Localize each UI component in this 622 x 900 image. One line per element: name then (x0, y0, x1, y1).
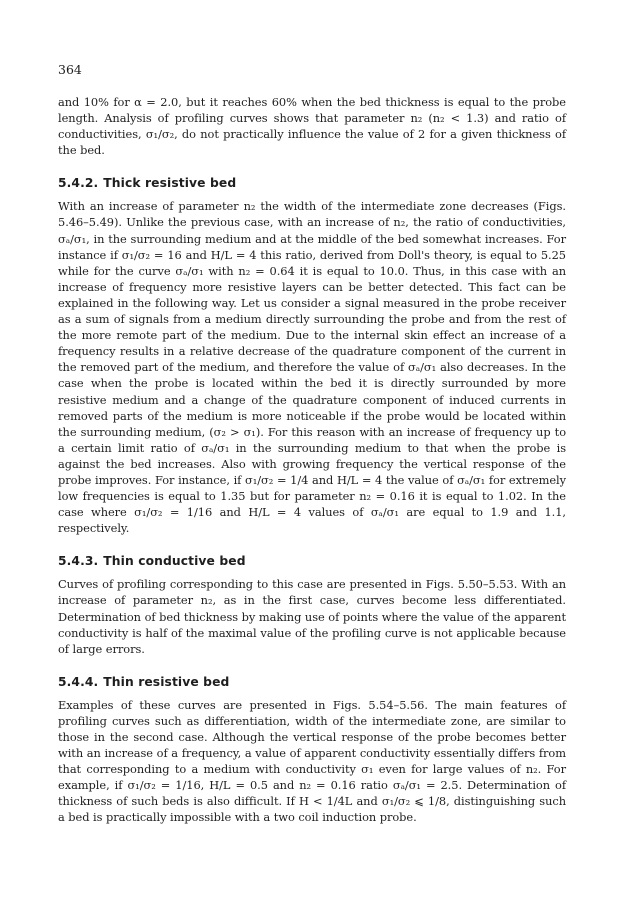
section-heading-5-4-4 (58, 675, 566, 689)
section-number: 5.4.3. (58, 554, 99, 569)
section-title: Thin conductive bed (103, 554, 246, 569)
section-paragraph-thin-resistive-bed: Examples of these curves are presented in Figs. 5.54–5.56. The main features of profiling curves such as differentiation, width of the intermediate zone, are similar to those in the second case. Although the vertical response of the probe becomes better with an increase of a frequency, a value of apparent conductivity essentially differs from that corresponding to a medium with conductivity σ₁ even for large values of n₂. For example, if σ₁/σ₂ = 1/16, H/L = 0.5 and n₂ = 0.16 ratio σₐ/σ₁ = 2.5. Determination of thickness of such beds is also difficult. If H < 1/4L and σ₁/σ₂ ⩽ 1/8, distinguishing such a bed is practically impossible with a two coil induction probe. (58, 697, 566, 825)
section-heading-5-4-3 (58, 554, 566, 568)
section-paragraph-thin-conductive-bed: Curves of profiling corresponding to this case are presented in Figs. 5.50–5.53. With an increase of parameter n₂, as in the first case, curves become less differentiated. Determination of bed thickness by making use of points where the value of the apparent conductivity is half of the maximal value of the profiling curve is not applicable because of large errors. (58, 577, 566, 656)
section-title: Thin resistive bed (103, 674, 230, 689)
intro-paragraph: and 10% for α = 2.0, but it reaches 60% when the bed thickness is equal to the probe length. Analysis of profiling curves shows that parameter n₂ (n₂ < 1.3) and ratio of conductivities, σ₁/σ₂, do not practically influence the value of 2 for a given thickness of the bed. (58, 95, 566, 158)
section-heading-5-4-2 (58, 176, 566, 190)
section-paragraph-thick-resistive-bed: With an increase of parameter n₂ the width of the intermediate zone decreases (Figs. 5.46–5.49). Unlike the previous case, with an increase of n₂, the ratio of conductivities, σₐ/σ₁, in the surrounding medium and at the middle of the bed somewhat increases. For instance if σ₁/σ₂ = 16 and H/L = 4 this ratio, derived from Doll's theory, is equal to 5.25 while for the curve σₐ/σ₁ with n₂ = 0.64 it is equal to 10.0. Thus, in this case with an increase of frequency more resistive layers can be better detected. This fact can be explained in the following way. Let us consider a signal measured in the probe receiver as a sum of signals from a medium directly surrounding the probe and from the rest of the more remote part of the medium. Due to the internal skin effect an increase of a frequency results in a relative decrease of the quadrature component of the current in the removed part of the medium, and therefore the value of σₐ/σ₁ also decreases. In the case when the probe is located within the bed it is directly surrounded by more resistive medium and a change of the quadrature component of induced currents in removed parts of the medium is more noticeable if the probe would be located within the surrounding medium, (σ₂ > σ₁). For this reason with an increase of frequency up to a certain limit ratio of σₐ/σ₁ in the surrounding medium to that when the probe is against the bed increases. Also with growing frequency the vertical response of the probe improves. For instance, if σ₁/σ₂ = 1/4 and H/L = 4 the value of σₐ/σ₁ for extremely low frequencies is equal to 1.35 but for parameter n₂ = 0.16 it is equal to 1.02. In the case where σ₁/σ₂ = 1/16 and H/L = 4 values of σₐ/σ₁ are equal to 1.9 and 1.1, respectively. (58, 199, 566, 536)
section-number: 5.4.2. (58, 176, 99, 191)
section-title: Thick resistive bed (103, 176, 237, 191)
section-number: 5.4.4. (58, 674, 99, 689)
book-page (58, 62, 566, 826)
page-number: 364 (58, 62, 82, 77)
